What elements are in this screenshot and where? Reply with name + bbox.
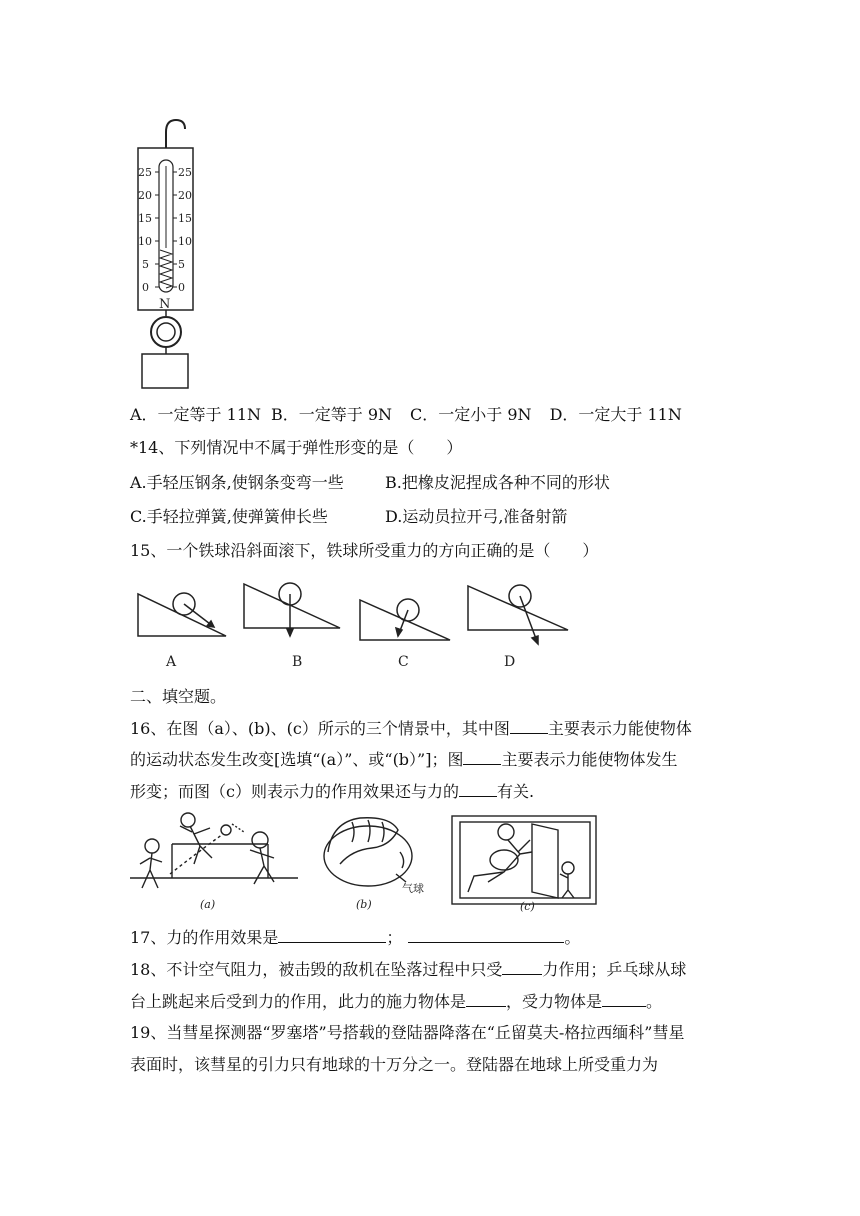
incline-b — [244, 584, 340, 628]
q18-text-2c: 。 — [646, 992, 663, 1011]
q16-text-2a: 的运动状态发生改变[选填“(a）”、或“(b）”]；图 — [130, 750, 464, 769]
scale-ring — [151, 317, 181, 347]
scene-caption-a: (a) — [200, 898, 216, 911]
q16-line-2 — [130, 748, 678, 771]
scale-spring — [160, 250, 172, 288]
scene-a-soccer — [130, 813, 298, 888]
scale-weight-block — [142, 354, 188, 388]
q18-blank-3[interactable] — [602, 990, 646, 1007]
scene-caption-c: (c) — [520, 900, 535, 912]
q17-blank-1[interactable] — [278, 926, 386, 943]
q16-scene-figures — [128, 812, 600, 912]
q18-blank-1[interactable] — [502, 958, 542, 975]
tick-left-5: 5 — [142, 258, 149, 271]
tick-right-25: 25 — [178, 166, 192, 179]
q17-text-b: ； — [386, 928, 403, 947]
q16-text-2b: 主要表示力能使物体发生 — [501, 750, 678, 769]
q13-option-b: B．一定等于 9N — [271, 405, 393, 424]
q16-text-1a: 16、在图（a）、(b)、(c）所示的三个情景中，其中图 — [130, 719, 510, 738]
q15-stem: 15、一个铁球沿斜面滚下，铁球所受重力的方向正确的是（ ） — [130, 541, 599, 560]
incline-label-c: C — [398, 654, 409, 670]
q18-text-1a: 18、不计空气阻力，被击毁的敌机在坠落过程中只受 — [130, 960, 503, 979]
tick-left-10: 10 — [138, 235, 152, 248]
incline-label-b: B — [292, 654, 303, 670]
q17-text-a: 17、力的作用效果是 — [130, 928, 279, 947]
q17-blank-2[interactable] — [408, 926, 564, 943]
q16-line-3 — [130, 780, 534, 803]
q14-options-row1 — [130, 472, 610, 494]
q16-text-1b: 主要表示力能使物体 — [547, 719, 692, 738]
tick-right-0: 0 — [178, 281, 185, 294]
q16-text-3a: 形变；而图（c）则表示力的作用效果还与力的 — [130, 782, 459, 801]
q14-options-row2 — [130, 506, 567, 528]
scale-unit: N — [159, 297, 171, 312]
incline-label-d: D — [504, 654, 516, 670]
q16-line-1 — [130, 717, 692, 740]
q19-line-1: 19、当彗星探测器“罗塞塔”号搭载的登陆器降落在“丘留莫夫-格拉西缅科”彗星 — [130, 1023, 685, 1042]
scale-hook — [166, 120, 185, 148]
q18-text-2a: 台上跳起来后受到力的作用，此力的施力物体是 — [130, 992, 467, 1011]
q13-options — [130, 404, 682, 426]
tick-right-15: 15 — [178, 212, 192, 225]
balloon-label: 气球 — [402, 882, 424, 895]
q14-option-c: C.手轻拉弹簧,使弹簧伸长些 — [130, 507, 328, 526]
q14-option-d: D.运动员拉开弓,准备射箭 — [385, 507, 568, 526]
tick-left-0: 0 — [142, 281, 149, 294]
tick-right-5: 5 — [178, 258, 185, 271]
q16-blank-1[interactable] — [510, 717, 548, 734]
scene-c-door — [452, 816, 596, 904]
q13-option-a: A．一定等于 11N — [130, 405, 262, 424]
q13-option-d: D．一定大于 11N — [549, 405, 682, 424]
q14-stem: *14、下列情况中不属于弹性形变的是（ ） — [130, 438, 463, 457]
section-fill-blank-heading: 二、填空题。 — [130, 687, 227, 706]
spring-scale-figure — [128, 112, 208, 394]
q17-line — [130, 926, 580, 949]
q15-incline-figures — [128, 580, 578, 672]
q18-line-2 — [130, 990, 662, 1013]
tick-right-10: 10 — [178, 235, 192, 248]
q14-option-a: A.手轻压钢条,使钢条变弯一些 — [130, 473, 344, 492]
q19-line-2: 表面时，该彗星的引力只有地球的十万分之一。登陆器在地球上所受重力为 — [130, 1055, 659, 1074]
q16-text-3b: 有关. — [496, 782, 535, 801]
q18-text-2b: ，受力物体是 — [506, 992, 603, 1011]
tick-left-15: 15 — [138, 212, 152, 225]
scene-caption-b: (b) — [356, 898, 372, 911]
incline-label-a: A — [166, 654, 177, 670]
q18-blank-2[interactable] — [466, 990, 506, 1007]
scene-b-balloon — [324, 818, 412, 886]
q18-text-1b: 力作用；乒乓球从球 — [542, 960, 687, 979]
q14-option-b: B.把橡皮泥捏成各种不同的形状 — [385, 473, 610, 492]
q13-option-c: C．一定小于 9N — [410, 405, 532, 424]
tick-left-25: 25 — [138, 166, 152, 179]
q17-text-c: 。 — [564, 928, 581, 947]
q16-blank-2[interactable] — [463, 748, 501, 765]
tick-left-20: 20 — [138, 189, 152, 202]
tick-right-20: 20 — [178, 189, 192, 202]
incline-d — [468, 586, 568, 630]
q18-line-1 — [130, 958, 686, 981]
q16-blank-3[interactable] — [459, 780, 497, 797]
